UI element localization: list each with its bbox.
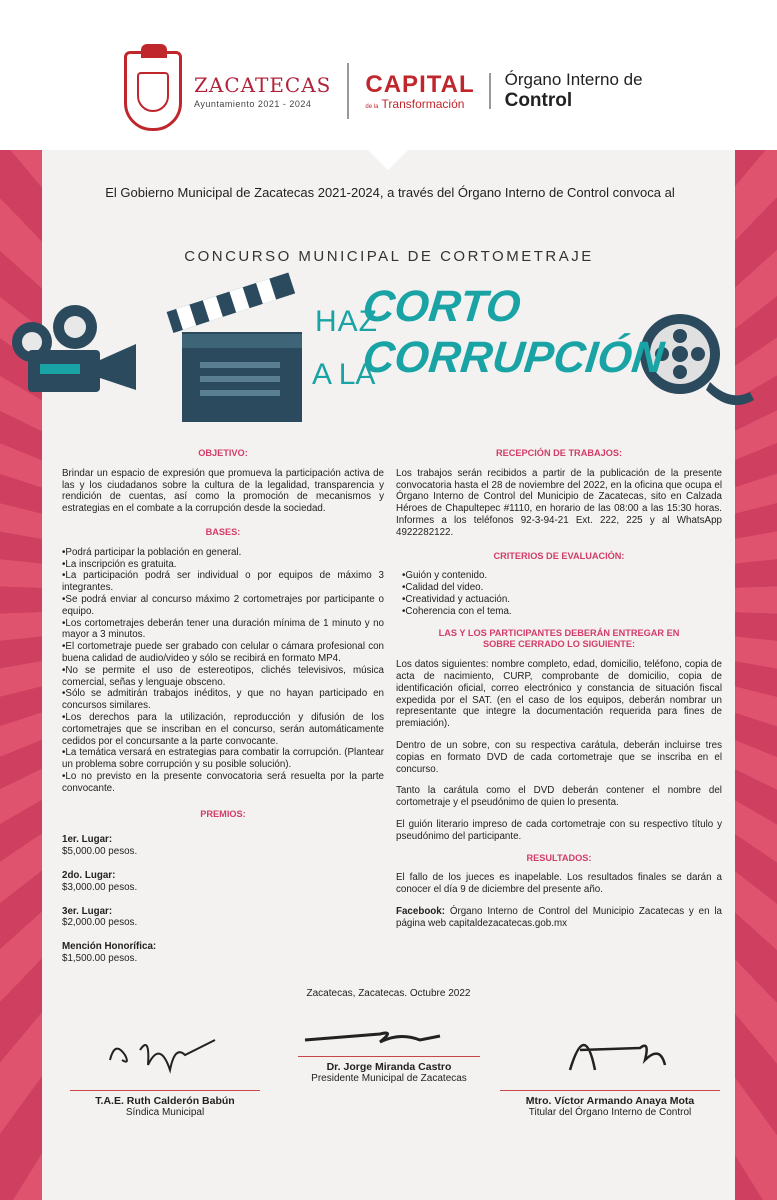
- prize-value: $5,000.00 pesos.: [62, 846, 138, 858]
- prize-value: $3,000.00 pesos.: [62, 881, 138, 893]
- resultados-heading: RESULTADOS:: [526, 852, 592, 863]
- list-item: •Guión y contenido.: [402, 570, 488, 582]
- intro-text: El Gobierno Municipal de Zacatecas 2021-2024, a través del Órgano Interno de Control convoca al: [105, 185, 675, 200]
- signer-name: T.A.E. Ruth Calderón Babún: [95, 1095, 235, 1107]
- movie-camera-icon: [12, 305, 136, 392]
- signer-name: Mtro. Víctor Armando Anaya Mota: [525, 1095, 695, 1107]
- hero-haz: HAZ: [315, 305, 378, 338]
- signature-scribbles: [0, 1010, 777, 1100]
- prize-item: [62, 834, 384, 858]
- premios-heading: PREMIOS:: [200, 808, 246, 819]
- paper-notch: [366, 148, 410, 170]
- place-date: Zacatecas, Zacatecas. Octubre 2022: [306, 988, 471, 999]
- left-column: [62, 448, 384, 965]
- entregar-text-4: El guión literario impreso de cada cortometraje con su respectivo título y pseudónimo del participante.: [396, 818, 722, 842]
- hero-corto: CORTO: [360, 282, 523, 331]
- prize-item: [62, 870, 384, 894]
- signer-role: Síndica Municipal: [125, 1107, 205, 1118]
- list-item: •Creatividad y actuación.: [402, 593, 510, 605]
- divider: [347, 63, 349, 119]
- list-item: •Sólo se admitirán trabajos inéditos, y que no hayan participado en concursos similares.: [62, 688, 384, 712]
- entregar-text-3: Tanto la carátula como el DVD deberán contener el nombre del cortometraje y el pseudónimo de quien lo presenta.: [396, 785, 722, 809]
- criterios-list: [396, 570, 722, 617]
- list-item: •No se permite el uso de estereotipos, clichés televisivos, música comercial, señas y lenguaje obsceno.: [62, 664, 384, 688]
- hero-corrupcion: CORRUPCIÓN: [360, 333, 667, 382]
- facebook-text: [396, 906, 722, 930]
- recepcion-text: Los trabajos serán recibidos a partir de la publicación de la presente convocatoria hasta el 28 de noviembre del 2022, en la oficina que ocupa el Órgano Interno de Control del Municipio de Zacatecas, sito en Calzada Héroes de Chapultepec #1110, en horario de las 08:00 a las 15:30 horas. Informes a los teléfonos 92-3-94-21 Ext. 222, 225 y al WhatsApp 4922282122.: [396, 467, 722, 538]
- signature-block-1: [70, 1090, 260, 1119]
- entregar-text-1: Los datos siguientes: nombre completo, edad, domicilio, teléfono, copia de acta de nacimiento, CURP, comprobante de domicilio, copia de identificación oficial, correo electrónico y constancia de situación fiscal expedida por el SAT. (en el caso de los equipos, deberán nombrar un representante que integre la documentación requerida para fines de premiación).: [396, 659, 722, 730]
- clapperboard-icon: [167, 272, 302, 422]
- oic-line1: Órgano Interno de: [504, 70, 643, 89]
- list-item: •Los cortometrajes deberán tener una duración mínima de 1 minuto y no mayor a 3 minutos.: [62, 617, 384, 641]
- prize-label: 2do. Lugar:: [62, 869, 116, 881]
- capital-small: de la: [365, 104, 379, 110]
- oic-logo: [505, 70, 643, 112]
- hero-a-la: A LA: [312, 358, 376, 391]
- facebook-value: Órgano Interno de Control del Municipio Zacatecas y en la página web capitaldezacatecas.gob.mx: [396, 905, 722, 929]
- divider: [489, 73, 491, 109]
- entregar-text-2: Dentro de un sobre, con su respectiva carátula, deberán incluirse tres copias en formato DVD de cada cortometraje que se inscriba en el concurso.: [396, 739, 722, 775]
- signature-block-3: [500, 1090, 720, 1119]
- list-item: •Calidad del video.: [402, 582, 484, 594]
- prize-item: [62, 941, 384, 965]
- objetivo-text: Brindar un espacio de expresión que promueva la participación activa de las y los ciudadanos sobre la cultura de la legalidad, transparencia y rendición de cuentas, así como la promoción de mecanismos y estrategias en el combate a la corrupción desde la sociedad.: [62, 467, 384, 515]
- logo-row: [124, 48, 643, 134]
- contest-title: CONCURSO MUNICIPAL DE CORTOMETRAJE: [184, 248, 594, 265]
- recepcion-heading: RECEPCIÓN DE TRABAJOS:: [495, 448, 623, 458]
- prize-label: Mención Honorífica:: [62, 941, 157, 953]
- signer-role: Presidente Municipal de Zacatecas: [311, 1073, 467, 1084]
- list-item: •Podrá participar la población en general.: [62, 546, 242, 558]
- prize-label: 3er. Lugar:: [62, 905, 113, 917]
- list-item: •Se podrá enviar al concurso máximo 2 cortometrajes por participante o equipo.: [62, 593, 384, 617]
- capital-subtitle: Transformación: [381, 97, 465, 111]
- list-item: •La participación podrá ser individual o por equipos de máximo 3 integrantes.: [62, 570, 384, 594]
- prize-item: [62, 906, 384, 930]
- prize-label: 1er. Lugar:: [62, 834, 113, 846]
- bases-heading: BASES:: [205, 526, 241, 537]
- objetivo-heading: OBJETIVO:: [198, 448, 248, 458]
- zacatecas-logo: [194, 73, 331, 109]
- entregar-heading: LAS Y LOS PARTICIPANTES DEBERÁN ENTREGAR EN SOBRE CERRADO LO SIGUIENTE:: [438, 627, 680, 650]
- criterios-heading: CRITERIOS DE EVALUACIÓN:: [493, 550, 625, 561]
- capital-title: CAPITAL: [365, 71, 475, 98]
- oic-line2: Control: [504, 90, 573, 111]
- list-item: •La temática versará en estrategias para combatir la corrupción. (Plantear un problema sobre corrupción y su posible solución).: [62, 747, 384, 771]
- prize-value: $2,000.00 pesos.: [62, 917, 138, 929]
- list-item: •La inscripción es gratuita.: [62, 558, 177, 570]
- bases-list: [62, 547, 384, 795]
- list-item: •Coherencia con el tema.: [402, 605, 512, 617]
- prize-value: $1,500.00 pesos.: [62, 952, 138, 964]
- signature-block-2: [298, 1056, 480, 1085]
- list-item: •Los derechos para la utilización, reproducción y difusión de los cortometrajes que se inscriban en el concurso, serán automáticamente cedidos por el concursante a la parte convocante.: [62, 711, 384, 747]
- zacatecas-crest-icon: [124, 51, 182, 131]
- resultados-text: El fallo de los jueces es inapelable. Los resultados finales se darán a conocer el día 9 de diciembre del presente año.: [396, 872, 722, 896]
- right-column: [396, 448, 722, 930]
- signer-role: Titular del Órgano Interno de Control: [528, 1107, 692, 1118]
- zacatecas-title: ZACATECAS: [194, 73, 332, 97]
- list-item: •El cortometraje puede ser grabado con celular o cámara profesional con buena calidad de audio/video y sólo se recibirá en formato MP4.: [62, 641, 384, 664]
- capital-logo: [365, 71, 474, 111]
- facebook-label: Facebook:: [396, 905, 445, 917]
- ayuntamiento-subtitle: Ayuntamiento 2021 - 2024: [194, 99, 312, 109]
- signer-name: Dr. Jorge Miranda Castro: [326, 1061, 452, 1073]
- list-item: •Lo no previsto en la presente convocatoria será resuelta por la parte convocante.: [62, 770, 384, 794]
